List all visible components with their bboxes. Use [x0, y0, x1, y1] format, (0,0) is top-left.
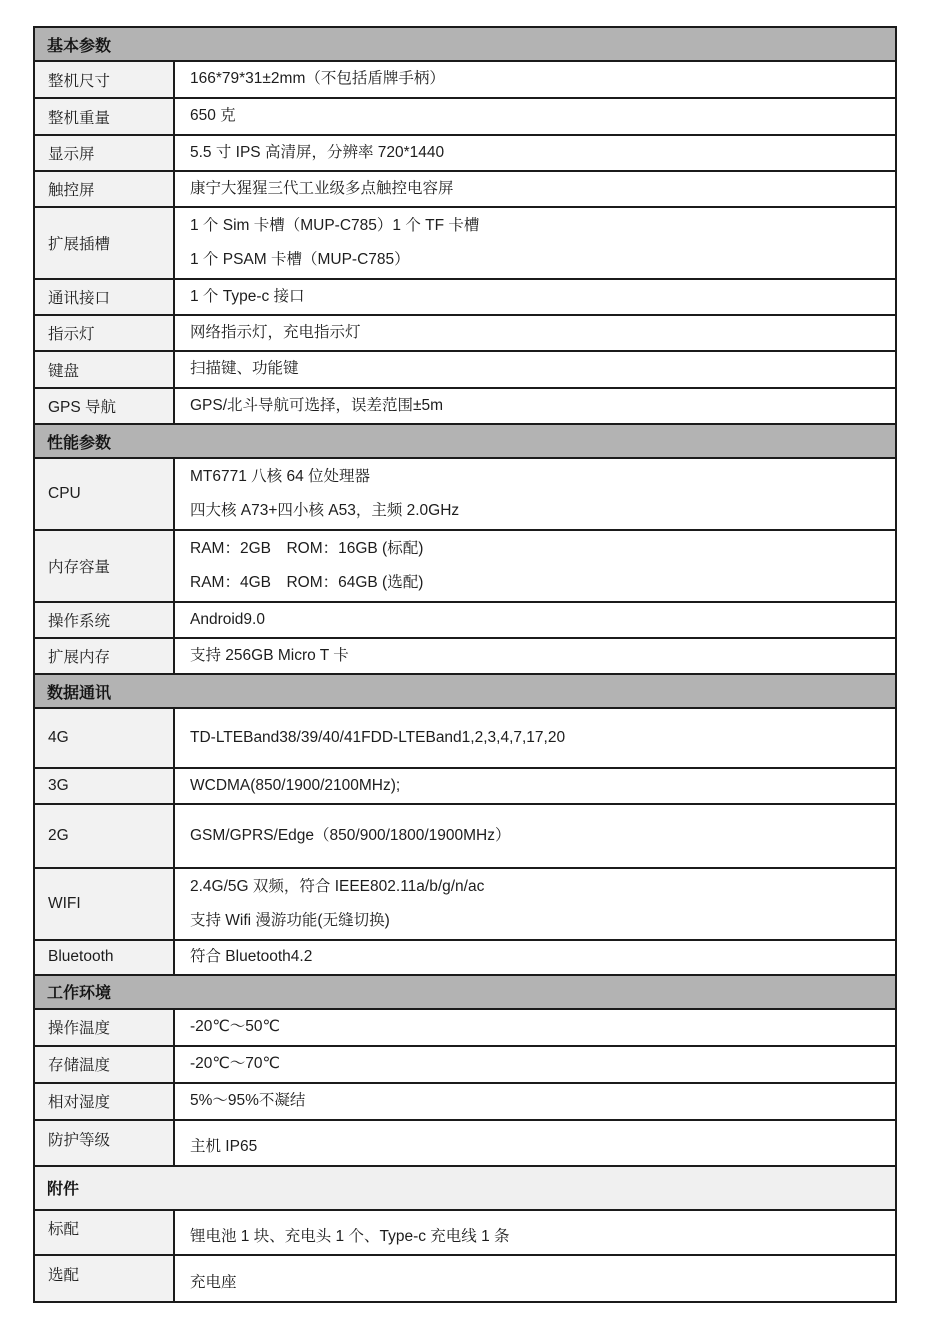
value-line: MT6771 八核 64 位处理器	[190, 467, 371, 485]
table-row	[35, 1010, 895, 1047]
row-label: 扩展插槽	[35, 208, 175, 278]
row-label: 操作温度	[35, 1010, 175, 1045]
row-label: 选配	[35, 1256, 175, 1301]
value-line: 锂电池 1 块、充电头 1 个、Type-c 充电线 1 条	[190, 1227, 510, 1245]
row-value	[175, 136, 895, 170]
table-row	[35, 805, 895, 869]
row-value	[175, 1121, 895, 1165]
row-label: 防护等级	[35, 1121, 175, 1165]
table-row	[35, 172, 895, 208]
row-value	[175, 389, 895, 423]
row-label: CPU	[35, 459, 175, 529]
value-line: 650 克	[190, 107, 236, 125]
value-line: GPS/北斗导航可选择，误差范围±5m	[190, 396, 444, 414]
table-row	[35, 869, 895, 941]
value-line: 5%～95%不凝结	[190, 1091, 306, 1109]
row-label: 标配	[35, 1211, 175, 1254]
value-line: 1 个 Type-c 接口	[190, 287, 305, 305]
value-line: 扫描键、功能键	[190, 360, 299, 378]
table-row	[35, 280, 895, 316]
value-line: RAM：2GB ROM：16GB (标配)	[190, 539, 424, 557]
row-value	[175, 869, 895, 939]
row-label: 整机尺寸	[35, 62, 175, 97]
row-value	[175, 805, 895, 867]
row-value	[175, 1256, 895, 1301]
table-row	[35, 1084, 895, 1121]
table-row	[35, 389, 895, 425]
section-header-data-comm: 数据通讯	[35, 675, 895, 709]
row-value	[175, 639, 895, 673]
value-line: 网络指示灯，充电指示灯	[190, 323, 361, 341]
row-label: 4G	[35, 709, 175, 767]
row-label: 相对湿度	[35, 1084, 175, 1119]
value-line: 支持 256GB Micro T 卡	[190, 646, 349, 664]
value-line: 主机 IP65	[190, 1138, 258, 1156]
section-header-work-env: 工作环境	[35, 976, 895, 1010]
row-label: 显示屏	[35, 136, 175, 170]
value-line: 1 个 Sim 卡槽（MUP-C785）1 个 TF 卡槽	[190, 216, 480, 234]
row-value	[175, 459, 895, 529]
row-label: Bluetooth	[35, 941, 175, 974]
row-value	[175, 172, 895, 206]
table-row	[35, 352, 895, 389]
table-row	[35, 1121, 895, 1167]
table-row	[35, 639, 895, 675]
table-row	[35, 62, 895, 99]
value-line: 充电座	[190, 1273, 237, 1291]
row-label: 扩展内存	[35, 639, 175, 673]
table-row	[35, 941, 895, 976]
row-label: 指示灯	[35, 316, 175, 350]
value-line: 166*79*31±2mm（不包括盾牌手柄）	[190, 70, 445, 88]
row-label: 通讯接口	[35, 280, 175, 314]
row-value	[175, 1010, 895, 1045]
row-value	[175, 99, 895, 134]
table-row	[35, 603, 895, 639]
row-value	[175, 1211, 895, 1254]
value-line: -20℃～50℃	[190, 1017, 280, 1035]
row-value	[175, 531, 895, 601]
row-label: 2G	[35, 805, 175, 867]
row-value	[175, 352, 895, 387]
table-row	[35, 769, 895, 805]
row-value	[175, 941, 895, 974]
row-label: 整机重量	[35, 99, 175, 134]
value-line: RAM：4GB ROM：64GB (选配)	[190, 573, 424, 591]
row-label: 键盘	[35, 352, 175, 387]
value-line: 符合 Bluetooth4.2	[190, 948, 313, 965]
row-label: 3G	[35, 769, 175, 803]
row-value	[175, 62, 895, 97]
row-value	[175, 769, 895, 803]
table-row	[35, 99, 895, 136]
value-line: 1 个 PSAM 卡槽（MUP-C785）	[190, 250, 410, 268]
value-line: -20℃～70℃	[190, 1054, 280, 1072]
table-row	[35, 459, 895, 531]
spec-table	[33, 26, 897, 1303]
table-row	[35, 136, 895, 172]
row-value	[175, 603, 895, 637]
table-row	[35, 1047, 895, 1084]
value-line: Android9.0	[190, 610, 265, 628]
value-line: 四大核 A73+四小核 A53，主频 2.0GHz	[190, 501, 460, 519]
value-line: TD-LTEBand38/39/40/41FDD-LTEBand1,2,3,4,7,17,20	[190, 728, 566, 746]
value-line: WCDMA(850/1900/2100MHz);	[190, 776, 401, 794]
row-value	[175, 280, 895, 314]
row-label: 存储温度	[35, 1047, 175, 1082]
table-row	[35, 1256, 895, 1301]
row-label: 内存容量	[35, 531, 175, 601]
section-header-accessories: 附件	[35, 1167, 895, 1211]
table-row	[35, 531, 895, 603]
row-label: GPS 导航	[35, 389, 175, 423]
section-header-basic-params: 基本参数	[35, 28, 895, 62]
table-row	[35, 709, 895, 769]
value-line: 支持 Wifi 漫游功能(无缝切换)	[190, 911, 390, 929]
row-value	[175, 709, 895, 767]
value-line: 5.5 寸 IPS 高清屏，分辨率 720*1440	[190, 143, 445, 161]
row-value	[175, 1084, 895, 1119]
row-value	[175, 316, 895, 350]
row-label: WIFI	[35, 869, 175, 939]
row-value	[175, 1047, 895, 1082]
value-line: 康宁大猩猩三代工业级多点触控电容屏	[190, 179, 454, 197]
table-row	[35, 208, 895, 280]
table-row	[35, 316, 895, 352]
value-line: 2.4G/5G 双频，符合 IEEE802.11a/b/g/n/ac	[190, 877, 485, 895]
section-header-performance-params: 性能参数	[35, 425, 895, 459]
row-label: 操作系统	[35, 603, 175, 637]
table-row	[35, 1211, 895, 1256]
value-line: GSM/GPRS/Edge（850/900/1800/1900MHz）	[190, 826, 511, 844]
row-label: 触控屏	[35, 172, 175, 206]
row-value	[175, 208, 895, 278]
